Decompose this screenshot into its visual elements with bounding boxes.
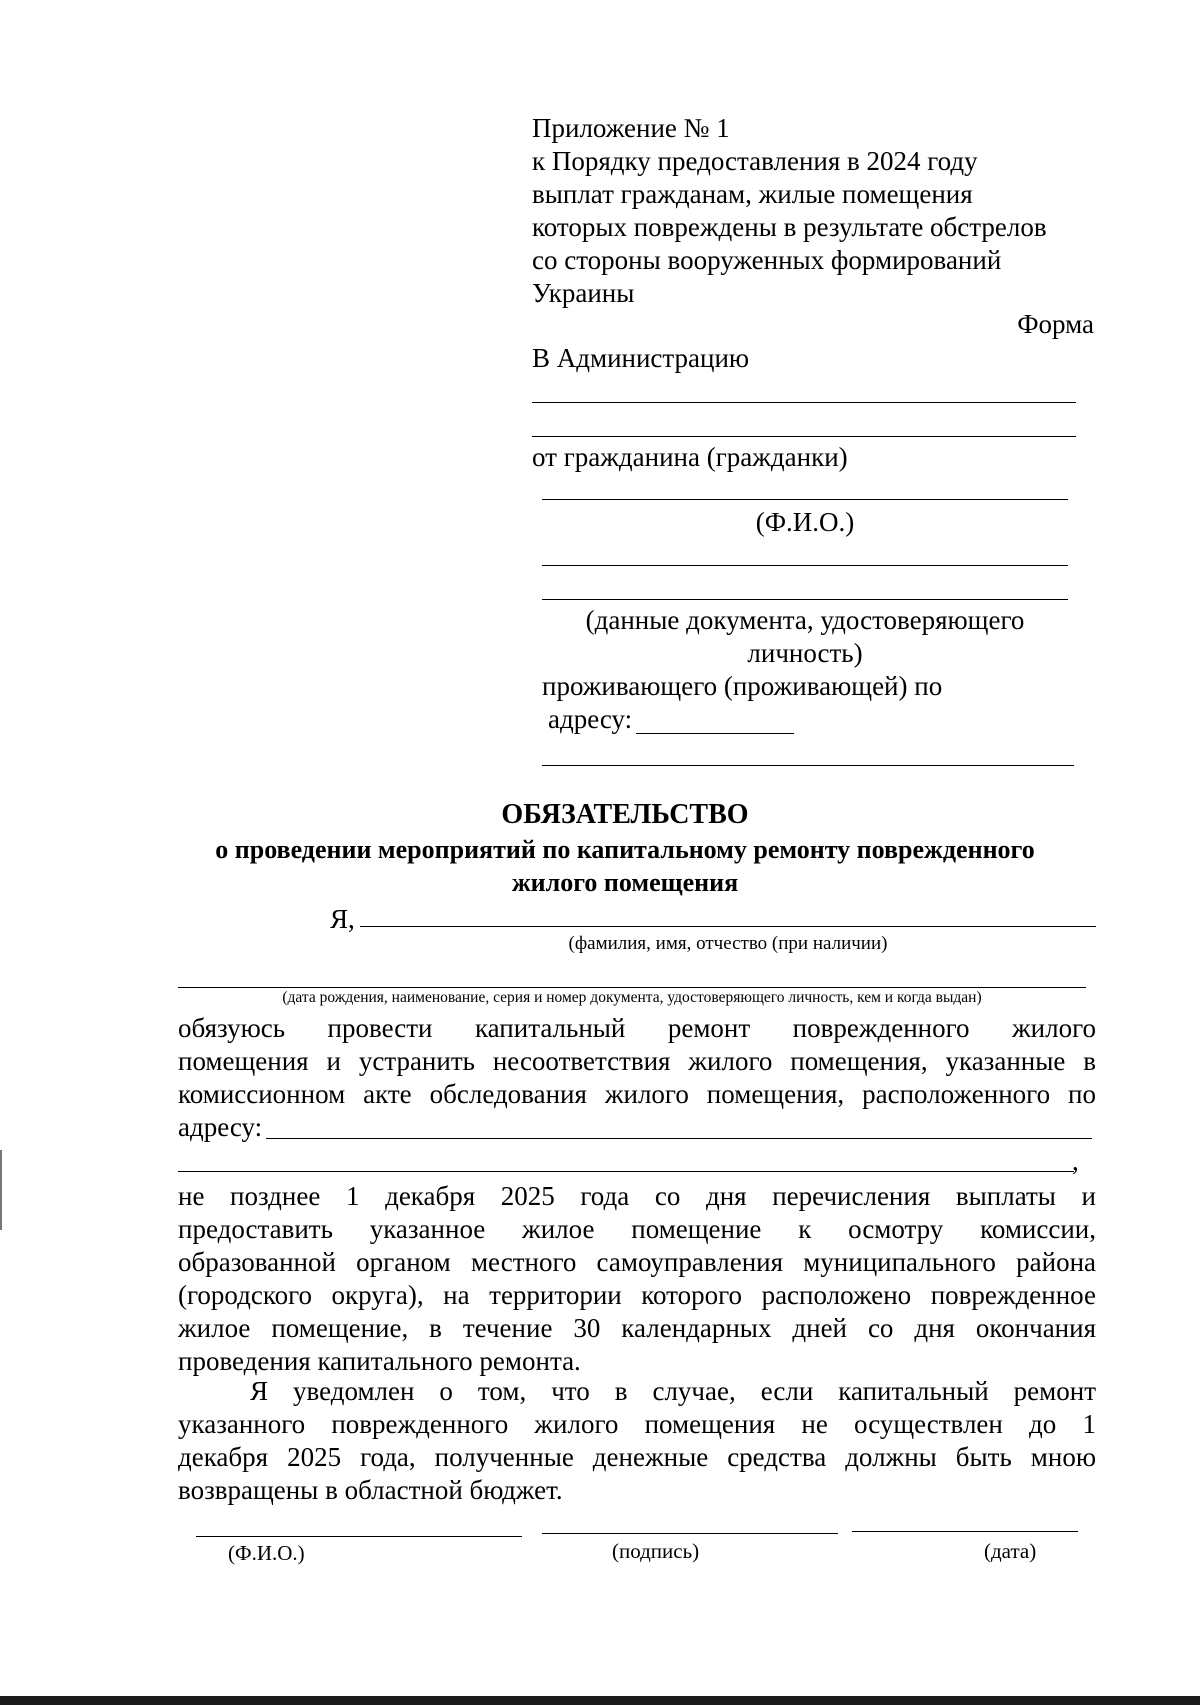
scan-edge-mark [0,1150,2,1230]
administration-blank-1 [532,402,1076,403]
appendix-label: Приложение № 1 [532,113,730,143]
appendix-line-4: которых повреждены в результате обстрелов [532,212,1047,242]
document-blank-1 [542,565,1068,566]
appendix-line-5: со стороны вооруженных формирований [532,245,1002,275]
para3-line-3: декабря 2025 года, полученные денежные средства должны быть мною [178,1442,1096,1472]
para1-comma: , [1072,1146,1079,1176]
ya-label: Я, [330,904,355,934]
para3-line-1: Я уведомлен о том, что в случае, если капитальный ремонт [250,1376,1096,1406]
document-caption-2: личность) [747,638,863,668]
para2-line-4: (городского округа), на территории которого расположено поврежденное [178,1280,1096,1310]
appendix-line-3: выплат гражданам, жилые помещения [532,179,973,209]
document-caption-1: (данные документа, удостоверяющего [585,605,1025,635]
para1-line-3: комиссионном акте обследования жилого помещения, расположенного по [178,1079,1096,1109]
address-blank-2 [542,765,1074,766]
signature-date-caption: (дата) [984,1539,1037,1563]
para1-address-label: адресу: [178,1112,263,1142]
para2-line-1: не позднее 1 декабря 2025 года со дня перечисления выплаты и [178,1181,1096,1211]
administration-blank-2 [532,436,1076,437]
address-label: адресу: [548,704,633,734]
para3-line-4: возвращены в областной бюджет. [178,1475,563,1505]
para1-address-blank-2 [178,1171,1074,1172]
identity-hint: (дата рождения, наименование, серия и номер документа, удостоверяющего личность, кем и когда выдан) [282,989,982,1006]
identity-blank [178,987,1086,988]
from-citizen-label: от гражданина (гражданки) [532,442,848,472]
document-title: ОБЯЗАТЕЛЬСТВО [501,799,749,830]
fio-blank [542,499,1068,500]
name-blank [360,926,1096,927]
para1-line-1: обязуюсь провести капитальный ремонт поврежденного жилого [178,1013,1096,1043]
signature-fio-blank [196,1536,522,1537]
appendix-line-6: Украины [532,278,635,308]
scan-bottom-edge [0,1696,1200,1705]
form-label: Форма [1017,309,1094,339]
fio-caption: (Ф.И.О.) [755,507,855,537]
para3-line-2: указанного поврежденного жилого помещения не осуществлен до 1 [178,1409,1096,1439]
signature-sign-blank [542,1533,838,1534]
para2-line-5: жилое помещение, в течение 30 календарных дней со дня окончания [178,1313,1096,1343]
document-subtitle-1: о проведении мероприятий по капитальному ремонту поврежденного [215,835,1035,864]
para2-line-3: образованной органом местного самоуправления муниципального района [178,1247,1096,1277]
signature-date-blank [852,1531,1078,1532]
signature-sign-caption: (подпись) [612,1539,700,1563]
document-blank-2 [542,599,1068,600]
addressee-administration: В Администрацию [532,343,750,373]
para1-line-2: помещения и устранить несоответствия жилого помещения, указанные в [178,1046,1096,1076]
para2-line-2: предоставить указанное жилое помещение к осмотру комиссии, [178,1214,1096,1244]
residing-label: проживающего (проживающей) по [542,671,943,701]
document-subtitle-2: жилого помещения [511,868,739,897]
signature-fio-caption: (Ф.И.О.) [228,1541,305,1565]
para1-address-blank-1 [266,1138,1092,1139]
name-hint: (фамилия, имя, отчество (при наличии) [568,933,888,954]
appendix-line-2: к Порядку предоставления в 2024 году [532,146,978,176]
para2-line-6: проведения капитального ремонта. [178,1346,581,1376]
address-blank-inline [636,733,794,734]
